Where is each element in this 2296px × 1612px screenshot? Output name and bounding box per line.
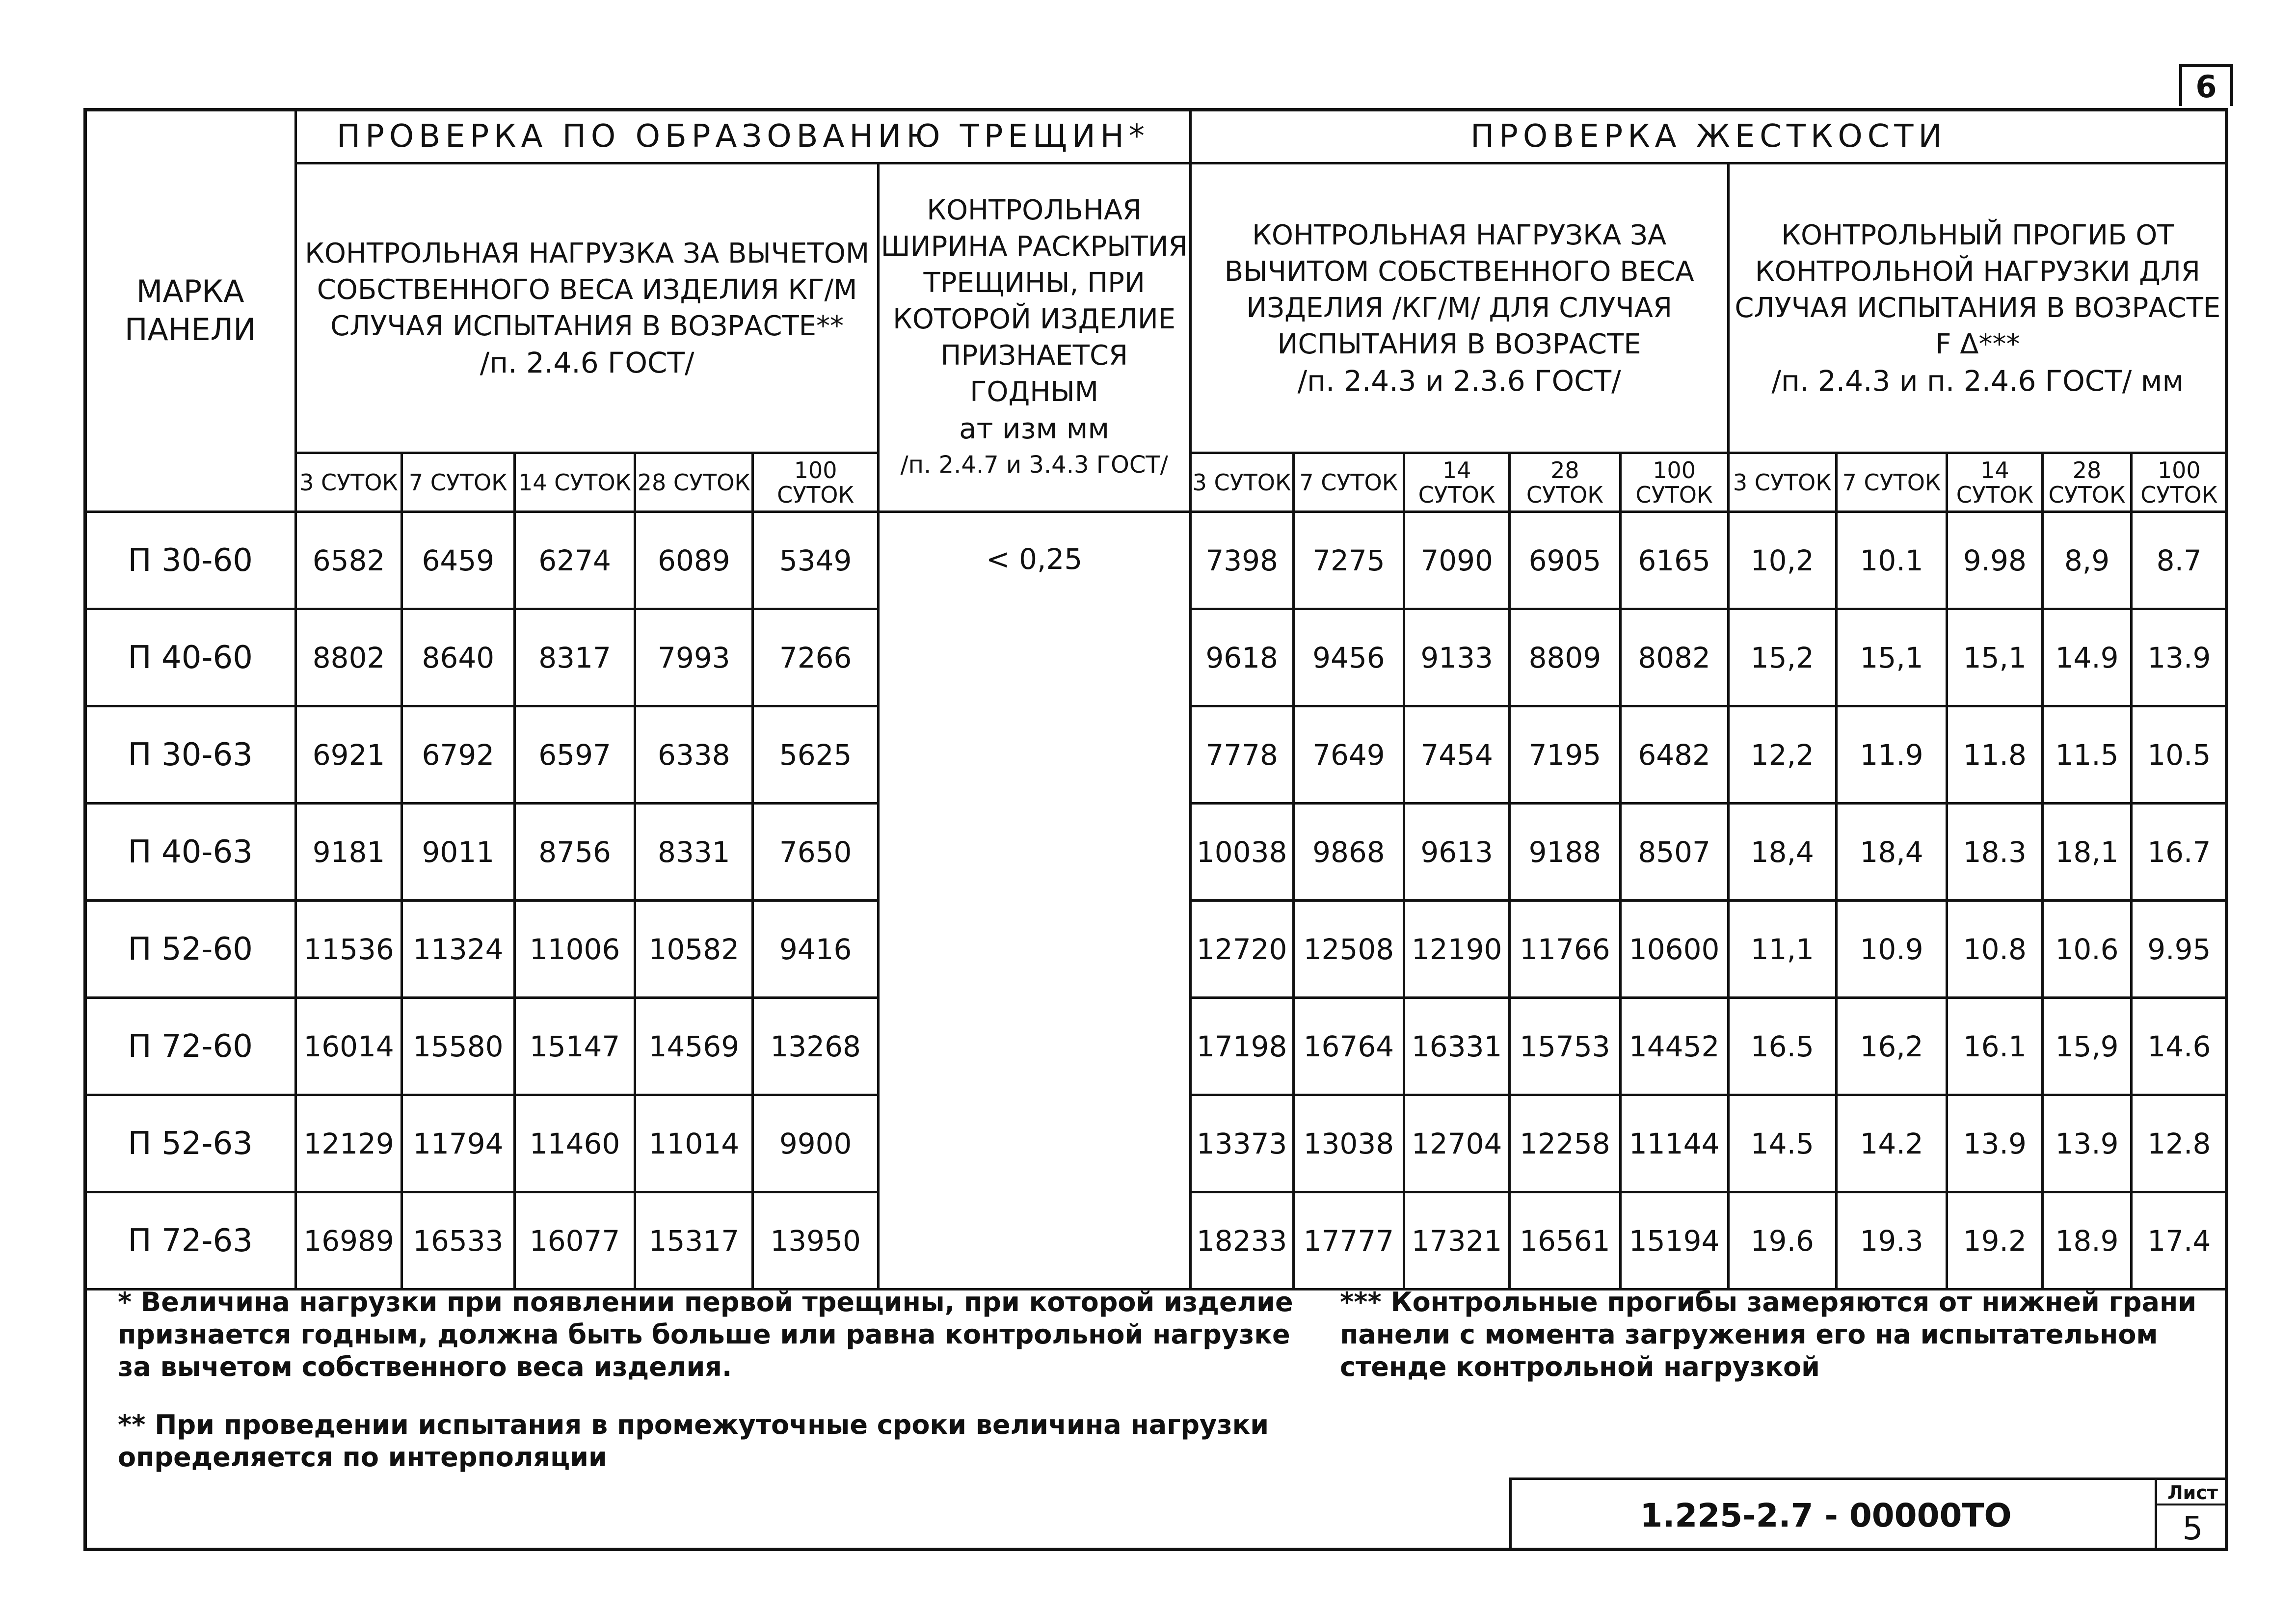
crack-value: 5625 — [753, 706, 878, 804]
defl-day-28: 28 СУТОК — [2043, 453, 2131, 512]
crack-value: 9181 — [296, 804, 401, 901]
stiff-load-ref: /п. 2.4.3 и 2.3.6 ГОСТ/ — [1297, 364, 1621, 398]
crack-load-text: КОНТРОЛЬНАЯ НАГРУЗКА ЗА ВЫЧЕТОМ СОБСТВЕННОГО ВЕСА ИЗДЕЛИЯ КГ/М СЛУЧАЯ ИСПЫТАНИЯ В ВОЗРАСТЕ** — [305, 237, 870, 342]
crack-day-3: 3 СУТОК — [296, 453, 401, 512]
crack-value: 7650 — [753, 804, 878, 901]
crack-value: 14569 — [635, 998, 753, 1095]
stiff-day-14: 14 СУТОК — [1404, 453, 1510, 512]
stiff-day-100: 100 СУТОК — [1620, 453, 1728, 512]
stiff-value: 12704 — [1404, 1095, 1510, 1192]
defl-value: 10.8 — [1947, 901, 2043, 998]
defl-value: 18.3 — [1947, 804, 2043, 901]
stiff-value: 17777 — [1293, 1192, 1404, 1290]
stiff-value: 9618 — [1190, 609, 1293, 706]
sheet-label: Лист — [2157, 1482, 2228, 1505]
defl-value: 18,4 — [1728, 804, 1836, 901]
crack-group-header: ПРОВЕРКА ПО ОБРАЗОВАНИЮ ТРЕЩИН* — [296, 109, 1190, 163]
panel-mark: П 30-63 — [85, 706, 296, 804]
stiff-day-3: 3 СУТОК — [1190, 453, 1293, 512]
defl-value: 11.9 — [1836, 706, 1947, 804]
defl-value: 11,1 — [1728, 901, 1836, 998]
crack-value: 6582 — [296, 512, 401, 609]
defl-value: 15,9 — [2043, 998, 2131, 1095]
defl-value: 14.6 — [2131, 998, 2227, 1095]
crack-value: 8331 — [635, 804, 753, 901]
stiff-value: 7778 — [1190, 706, 1293, 804]
defl-value: 11.5 — [2043, 706, 2131, 804]
crack-value: 6089 — [635, 512, 753, 609]
crack-value: 9416 — [753, 901, 878, 998]
defl-value: 16.7 — [2131, 804, 2227, 901]
stiff-value: 12508 — [1293, 901, 1404, 998]
stiff-value: 15753 — [1510, 998, 1620, 1095]
crack-day-14: 14 СУТОК — [514, 453, 635, 512]
crack-value: 6597 — [514, 706, 635, 804]
stiff-value: 17321 — [1404, 1192, 1510, 1290]
defl-value: 13.9 — [2043, 1095, 2131, 1192]
stiff-value: 10600 — [1620, 901, 1728, 998]
crack-value: 11536 — [296, 901, 401, 998]
stiff-load-text: КОНТРОЛЬНАЯ НАГРУЗКА ЗА ВЫЧИТОМ СОБСТВЕННОГО ВЕСА ИЗДЕЛИЯ /КГ/М/ ДЛЯ СЛУЧАЯ ИСПЫТАНИЯ В ВОЗРАСТЕ — [1224, 219, 1694, 360]
crack-width-ref: /п. 2.4.7 и 3.4.3 ГОСТ/ — [900, 451, 1168, 479]
defl-value: 16.5 — [1728, 998, 1836, 1095]
crack-value: 16014 — [296, 998, 401, 1095]
defl-value: 16.1 — [1947, 998, 2043, 1095]
defl-value: 12.8 — [2131, 1095, 2227, 1192]
stiff-value: 7398 — [1190, 512, 1293, 609]
stiff-value: 9868 — [1293, 804, 1404, 901]
crack-value: 13950 — [753, 1192, 878, 1290]
panel-mark: П 40-63 — [85, 804, 296, 901]
panel-mark: П 72-60 — [85, 998, 296, 1095]
panel-mark: П 52-60 — [85, 901, 296, 998]
stiff-value: 15194 — [1620, 1192, 1728, 1290]
crack-value: 9900 — [753, 1095, 878, 1192]
stiff-value: 12190 — [1404, 901, 1510, 998]
stiff-value: 7454 — [1404, 706, 1510, 804]
defl-value: 14.2 — [1836, 1095, 1947, 1192]
stiff-value: 9613 — [1404, 804, 1510, 901]
defl-day-7: 7 СУТОК — [1836, 453, 1947, 512]
stiff-value: 16331 — [1404, 998, 1510, 1095]
document-code: 1.225-2.7 - 00000ТО — [1640, 1497, 2012, 1534]
crack-value: 12129 — [296, 1095, 401, 1192]
crack-value: 8756 — [514, 804, 635, 901]
defl-value: 13.9 — [2131, 609, 2227, 706]
defl-value: 8.7 — [2131, 512, 2227, 609]
stiff-value: 10038 — [1190, 804, 1293, 901]
stiff-value: 7090 — [1404, 512, 1510, 609]
crack-day-100: 100 СУТОК — [753, 453, 878, 512]
defl-value: 10,2 — [1728, 512, 1836, 609]
sheet-number: 5 — [2182, 1509, 2203, 1547]
crack-value: 6921 — [296, 706, 401, 804]
crack-value: 15147 — [514, 998, 635, 1095]
defl-value: 18,1 — [2043, 804, 2131, 901]
stiff-value: 6165 — [1620, 512, 1728, 609]
crack-day-28: 28 СУТОК — [635, 453, 753, 512]
defl-value: 19.3 — [1836, 1192, 1947, 1290]
footnote-1: * Величина нагрузки при появлении первой трещины, при которой изделие признается годным, должна быть больше или равна контрольной нагрузке за вычетом собственного веса изделия. — [118, 1287, 1293, 1382]
stiff-value: 16561 — [1510, 1192, 1620, 1290]
page-tab-number: 6 — [2179, 64, 2233, 106]
crack-value: 8640 — [401, 609, 514, 706]
stiff-value: 18233 — [1190, 1192, 1293, 1290]
stiff-value: 6482 — [1620, 706, 1728, 804]
defl-value: 15,2 — [1728, 609, 1836, 706]
defl-value: 10.6 — [2043, 901, 2131, 998]
defl-day-100: 100 СУТОК — [2131, 453, 2227, 512]
sheet-box — [2155, 1480, 2228, 1551]
panel-mark: П 30-60 — [85, 512, 296, 609]
stiff-value: 9188 — [1510, 804, 1620, 901]
crack-value: 11460 — [514, 1095, 635, 1192]
defl-value: 18,4 — [1836, 804, 1947, 901]
deflection-text: КОНТРОЛЬНЫЙ ПРОГИБ ОТ КОНТРОЛЬНОЙ НАГРУЗКИ ДЛЯ СЛУЧАЯ ИСПЫТАНИЯ В ВОЗРАСТЕ F Δ*** — [1735, 219, 2221, 360]
crack-width-text: КОНТРОЛЬНАЯ ШИРИНА РАСКРЫТИЯ ТРЕЩИНЫ, ПРИ КОТОРОЙ ИЗДЕЛИЕ ПРИЗНАЕТСЯ ГОДНЫМ — [881, 194, 1188, 408]
crack-value: 11006 — [514, 901, 635, 998]
stiff-value: 7195 — [1510, 706, 1620, 804]
defl-value: 10.9 — [1836, 901, 1947, 998]
crack-value: 9011 — [401, 804, 514, 901]
stiff-value: 8507 — [1620, 804, 1728, 901]
defl-value: 12,2 — [1728, 706, 1836, 804]
defl-value: 14.9 — [2043, 609, 2131, 706]
stiff-value: 11144 — [1620, 1095, 1728, 1192]
stiff-value: 9456 — [1293, 609, 1404, 706]
crack-value: 15580 — [401, 998, 514, 1095]
crack-load-ref: /п. 2.4.6 ГОСТ/ — [480, 346, 694, 379]
mark-header: МАРКА ПАНЕЛИ — [85, 109, 296, 512]
stiff-value: 8809 — [1510, 609, 1620, 706]
stiff-value: 16764 — [1293, 998, 1404, 1095]
crack-width-value: < 0,25 — [878, 512, 1190, 1290]
defl-value: 11.8 — [1947, 706, 2043, 804]
crack-value: 11794 — [401, 1095, 514, 1192]
deflection-ref: /п. 2.4.3 и п. 2.4.6 ГОСТ/ мм — [1771, 364, 2184, 398]
stiff-value: 9133 — [1404, 609, 1510, 706]
defl-value: 9.95 — [2131, 901, 2227, 998]
stiff-value: 8082 — [1620, 609, 1728, 706]
stiff-value: 12258 — [1510, 1095, 1620, 1192]
crack-value: 8317 — [514, 609, 635, 706]
crack-value: 6274 — [514, 512, 635, 609]
crack-day-7: 7 СУТОК — [401, 453, 514, 512]
crack-value: 8802 — [296, 609, 401, 706]
crack-value: 16077 — [514, 1192, 635, 1290]
stiff-value: 14452 — [1620, 998, 1728, 1095]
defl-value: 10.1 — [1836, 512, 1947, 609]
defl-value: 10.5 — [2131, 706, 2227, 804]
stiff-value: 6905 — [1510, 512, 1620, 609]
panel-mark: П 52-63 — [85, 1095, 296, 1192]
panel-mark: П 72-63 — [85, 1192, 296, 1290]
crack-value: 7993 — [635, 609, 753, 706]
crack-value: 11014 — [635, 1095, 753, 1192]
defl-value: 16,2 — [1836, 998, 1947, 1095]
crack-value: 6792 — [401, 706, 514, 804]
stiff-value: 11766 — [1510, 901, 1620, 998]
stiff-day-28: 28 СУТОК — [1510, 453, 1620, 512]
defl-value: 9.98 — [1947, 512, 2043, 609]
stiffness-group-header: ПРОВЕРКА ЖЕСТКОСТИ — [1190, 109, 2227, 163]
crack-value: 7266 — [753, 609, 878, 706]
defl-value: 14.5 — [1728, 1095, 1836, 1192]
defl-value: 15,1 — [1947, 609, 2043, 706]
crack-value: 15317 — [635, 1192, 753, 1290]
crack-value: 16989 — [296, 1192, 401, 1290]
defl-value: 18.9 — [2043, 1192, 2131, 1290]
crack-width-unit: aт изм мм — [959, 411, 1110, 445]
crack-value: 6338 — [635, 706, 753, 804]
defl-value: 17.4 — [2131, 1192, 2227, 1290]
defl-day-14: 14 СУТОК — [1947, 453, 2043, 512]
crack-value: 10582 — [635, 901, 753, 998]
crack-value: 13268 — [753, 998, 878, 1095]
stiff-day-7: 7 СУТОК — [1293, 453, 1404, 512]
defl-value: 13.9 — [1947, 1095, 2043, 1192]
stiff-value: 13038 — [1293, 1095, 1404, 1192]
defl-value: 15,1 — [1836, 609, 1947, 706]
footnote-2: ** При проведении испытания в промежуточные сроки величина нагрузки определяется по интерполяции — [118, 1409, 1269, 1473]
crack-value: 16533 — [401, 1192, 514, 1290]
stiff-value: 7275 — [1293, 512, 1404, 609]
stiff-value: 13373 — [1190, 1095, 1293, 1192]
stiff-value: 7649 — [1293, 706, 1404, 804]
panel-mark: П 40-60 — [85, 609, 296, 706]
stiff-value: 17198 — [1190, 998, 1293, 1095]
stiff-value: 12720 — [1190, 901, 1293, 998]
crack-value: 6459 — [401, 512, 514, 609]
footnote-3: *** Контрольные прогибы замеряются от нижней грани панели с момента загружения его на испытательном стенде контрольной нагрузкой — [1340, 1287, 2197, 1382]
defl-value: 19.2 — [1947, 1192, 2043, 1290]
defl-value: 19.6 — [1728, 1192, 1836, 1290]
title-stamp — [1509, 1478, 2228, 1551]
defl-day-3: 3 СУТОК — [1728, 453, 1836, 512]
defl-value: 8,9 — [2043, 512, 2131, 609]
crack-value: 11324 — [401, 901, 514, 998]
crack-value: 5349 — [753, 512, 878, 609]
